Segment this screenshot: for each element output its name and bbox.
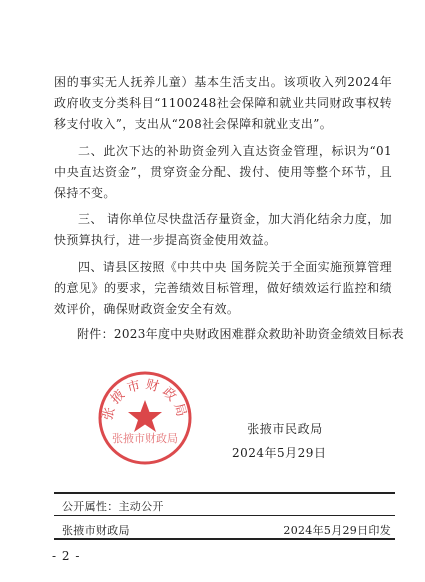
paragraph-4: 四、请县区按照《中共中央 国务院关于全面实施预算管理的意见》的要求，完善绩效目标管理，做好绩效运行监控和绩效评价，确保财政资金安全有效。 xyxy=(54,259,392,317)
footer-top-rule xyxy=(54,492,395,494)
publishing-office: 张掖市财政局 xyxy=(62,524,130,537)
document-body xyxy=(54,72,392,325)
paragraph-2: 二、此次下达的补助资金列入直达资金管理，标识为“01中央直达资金”，贯穿资金分配、拨付、使用等整个环节，且保持不变。 xyxy=(54,143,392,201)
page-number: - 2 - xyxy=(52,549,81,563)
svg-text:张掖市财政局: 张掖市财政局 xyxy=(112,432,178,445)
disclosure-attribute: 公开属性：主动公开 xyxy=(62,500,164,513)
issuer-name: 张掖市民政局 xyxy=(247,422,323,436)
paragraph-3: 三、 请你单位尽快盘活存量资金，加大消化结余力度，加快预算执行，进一步提高资金使用效益。 xyxy=(54,212,392,248)
seal-star-icon xyxy=(128,400,162,432)
svg-text:张掖市财政局: 张掖市财政局 xyxy=(100,377,190,423)
footer-bottom-rule xyxy=(54,538,395,540)
official-seal xyxy=(97,370,193,466)
issue-date: 2024年5月29日 xyxy=(232,446,327,460)
footer-middle-rule xyxy=(54,515,395,516)
paragraph-1: 困的事实无人抚养儿童）基本生活支出。该项收入列2024年政府收支分类科目“1100248社会保障和就业共同财政事权转移支付收入”，支出从“208社会保障和就业支出”。 xyxy=(54,75,392,132)
print-date: 2024年5月29日印发 xyxy=(283,524,391,537)
attachment-line: 附件：2023年度中央财政困难群众救助补助资金绩效目标表 xyxy=(77,327,404,341)
